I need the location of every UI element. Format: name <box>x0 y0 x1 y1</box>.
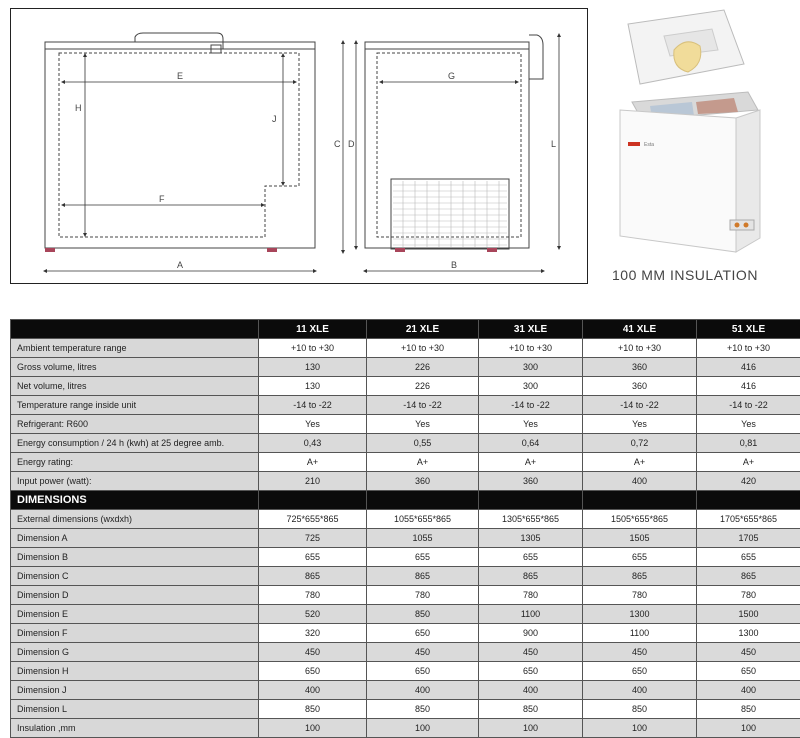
dimension-diagram <box>11 9 589 285</box>
table-row <box>11 624 800 643</box>
table-cell: 655 <box>697 548 800 567</box>
table-cell: 1305 <box>479 529 583 548</box>
table-cell: +10 to +30 <box>259 339 367 358</box>
table-cell: 0,43 <box>259 434 367 453</box>
table-cell: 1705 <box>697 529 800 548</box>
table-cell: +10 to +30 <box>697 339 800 358</box>
dim-label-a: A <box>177 260 183 270</box>
model-header: 41 XLE <box>583 320 697 339</box>
table-cell: 360 <box>583 377 697 396</box>
table-cell: 850 <box>583 700 697 719</box>
table-cell: 1505 <box>583 529 697 548</box>
table-cell: 400 <box>697 681 800 700</box>
table-cell: Yes <box>367 415 479 434</box>
table-cell: 850 <box>697 700 800 719</box>
table-cell: 850 <box>259 700 367 719</box>
table-cell: A+ <box>259 453 367 472</box>
dim-label-f: F <box>159 194 165 204</box>
table-cell: 1055*655*865 <box>367 510 479 529</box>
table-row <box>11 358 800 377</box>
table-cell: 865 <box>583 567 697 586</box>
row-label: Net volume, litres <box>11 377 259 396</box>
dim-label-g: G <box>448 71 455 81</box>
table-cell: 0,55 <box>367 434 479 453</box>
table-cell: 865 <box>479 567 583 586</box>
table-cell: 650 <box>697 662 800 681</box>
table-cell: +10 to +30 <box>479 339 583 358</box>
table-row <box>11 453 800 472</box>
table-cell: 650 <box>479 662 583 681</box>
dimensions-section-row <box>11 491 800 510</box>
model-header: 11 XLE <box>259 320 367 339</box>
table-cell: 655 <box>259 548 367 567</box>
table-row <box>11 377 800 396</box>
table-cell: 865 <box>697 567 800 586</box>
table-row <box>11 548 800 567</box>
model-header: 21 XLE <box>367 320 479 339</box>
table-cell: 1055 <box>367 529 479 548</box>
table-cell: -14 to -22 <box>697 396 800 415</box>
row-label: Energy consumption / 24 h (kwh) at 25 degree amb. <box>11 434 259 453</box>
dim-label-j: J <box>272 114 277 124</box>
table-cell: 655 <box>479 548 583 567</box>
row-label: Dimension L <box>11 700 259 719</box>
row-label: Refrigerant: R600 <box>11 415 259 434</box>
table-cell: 725*655*865 <box>259 510 367 529</box>
table-cell: -14 to -22 <box>367 396 479 415</box>
table-cell: Yes <box>259 415 367 434</box>
model-header-row <box>11 320 800 339</box>
table-row <box>11 681 800 700</box>
table-cell: 0,81 <box>697 434 800 453</box>
dim-label-d: D <box>348 139 355 149</box>
table-row <box>11 605 800 624</box>
table-cell: 780 <box>259 586 367 605</box>
table-cell: A+ <box>697 453 800 472</box>
row-label: Dimension C <box>11 567 259 586</box>
dim-label-e: E <box>177 71 183 81</box>
table-cell: A+ <box>367 453 479 472</box>
table-cell: 655 <box>583 548 697 567</box>
row-label: Dimension G <box>11 643 259 662</box>
table-cell: 400 <box>367 681 479 700</box>
table-cell: 130 <box>259 377 367 396</box>
table-cell: 226 <box>367 377 479 396</box>
table-cell: 100 <box>479 719 583 738</box>
table-cell: -14 to -22 <box>479 396 583 415</box>
table-cell: 450 <box>697 643 800 662</box>
table-cell: 400 <box>259 681 367 700</box>
table-row <box>11 510 800 529</box>
table-row <box>11 396 800 415</box>
dim-label-b: B <box>451 260 457 270</box>
table-cell: 416 <box>697 358 800 377</box>
table-cell: 1100 <box>479 605 583 624</box>
table-cell: 780 <box>697 586 800 605</box>
table-row <box>11 700 800 719</box>
table-cell: 0,64 <box>479 434 583 453</box>
row-label: Gross volume, litres <box>11 358 259 377</box>
table-row <box>11 415 800 434</box>
row-label: Ambient temperature range <box>11 339 259 358</box>
header-blank <box>11 320 259 339</box>
table-cell: -14 to -22 <box>259 396 367 415</box>
row-label: Energy rating: <box>11 453 259 472</box>
table-cell: 450 <box>367 643 479 662</box>
table-cell: 226 <box>367 358 479 377</box>
table-cell: 360 <box>583 358 697 377</box>
row-label: Dimension D <box>11 586 259 605</box>
table-cell: 850 <box>367 700 479 719</box>
table-cell: 360 <box>479 472 583 491</box>
table-cell: 780 <box>367 586 479 605</box>
table-cell: 420 <box>697 472 800 491</box>
table-cell: 850 <box>367 605 479 624</box>
table-row <box>11 339 800 358</box>
table-cell: A+ <box>583 453 697 472</box>
table-cell: 130 <box>259 358 367 377</box>
technical-drawing <box>10 8 588 284</box>
table-cell: 1305*655*865 <box>479 510 583 529</box>
dim-label-c: C <box>334 139 341 149</box>
table-row <box>11 434 800 453</box>
insulation-caption: 100 MM INSULATION <box>612 267 782 283</box>
row-label: Dimension F <box>11 624 259 643</box>
row-label: Dimension H <box>11 662 259 681</box>
table-cell: 900 <box>479 624 583 643</box>
table-cell: Yes <box>697 415 800 434</box>
table-cell: 100 <box>583 719 697 738</box>
table-cell: 1300 <box>583 605 697 624</box>
table-cell: 650 <box>367 624 479 643</box>
table-cell: 210 <box>259 472 367 491</box>
table-cell: 100 <box>259 719 367 738</box>
table-cell: 100 <box>697 719 800 738</box>
table-cell: 650 <box>583 662 697 681</box>
table-row <box>11 719 800 738</box>
row-label: Input power (watt): <box>11 472 259 491</box>
table-row <box>11 567 800 586</box>
table-cell: 725 <box>259 529 367 548</box>
table-cell: 865 <box>259 567 367 586</box>
table-cell: 650 <box>367 662 479 681</box>
table-row <box>11 472 800 491</box>
table-cell: 320 <box>259 624 367 643</box>
table-row <box>11 643 800 662</box>
table-cell: 100 <box>367 719 479 738</box>
row-label: Insulation ,mm <box>11 719 259 738</box>
table-cell: +10 to +30 <box>583 339 697 358</box>
table-cell: 360 <box>367 472 479 491</box>
table-cell: 850 <box>479 700 583 719</box>
model-header: 51 XLE <box>697 320 800 339</box>
table-cell: 780 <box>583 586 697 605</box>
table-cell: 520 <box>259 605 367 624</box>
table-cell: Yes <box>583 415 697 434</box>
model-header: 31 XLE <box>479 320 583 339</box>
table-cell: +10 to +30 <box>367 339 479 358</box>
table-cell: 865 <box>367 567 479 586</box>
table-cell: 1705*655*865 <box>697 510 800 529</box>
row-label: Dimension A <box>11 529 259 548</box>
table-cell: 655 <box>367 548 479 567</box>
table-cell: 0,72 <box>583 434 697 453</box>
specification-table <box>10 319 800 738</box>
table-cell: 400 <box>583 472 697 491</box>
row-label: Dimension E <box>11 605 259 624</box>
table-cell: A+ <box>479 453 583 472</box>
side-view <box>365 35 543 252</box>
row-label: Dimension J <box>11 681 259 700</box>
row-label: Dimension B <box>11 548 259 567</box>
table-cell: -14 to -22 <box>583 396 697 415</box>
table-cell: Yes <box>479 415 583 434</box>
brand-mark: Esta <box>644 142 654 148</box>
table-cell: 416 <box>697 377 800 396</box>
row-label: Temperature range inside unit <box>11 396 259 415</box>
table-cell: 1100 <box>583 624 697 643</box>
table-cell: 780 <box>479 586 583 605</box>
table-cell: 1300 <box>697 624 800 643</box>
row-label: External dimensions (wxdxh) <box>11 510 259 529</box>
section-title: DIMENSIONS <box>11 491 259 510</box>
table-cell: 400 <box>583 681 697 700</box>
table-cell: 300 <box>479 358 583 377</box>
front-view <box>45 33 315 252</box>
table-row <box>11 586 800 605</box>
table-row <box>11 662 800 681</box>
dim-label-l: L <box>551 139 556 149</box>
table-cell: 1505*655*865 <box>583 510 697 529</box>
table-cell: 450 <box>479 643 583 662</box>
chest-freezer-photo <box>606 6 776 260</box>
table-cell: 400 <box>479 681 583 700</box>
table-cell: 450 <box>259 643 367 662</box>
table-row <box>11 529 800 548</box>
table-cell: 450 <box>583 643 697 662</box>
table-cell: 1500 <box>697 605 800 624</box>
table-cell: 300 <box>479 377 583 396</box>
table-cell: 650 <box>259 662 367 681</box>
dim-label-h: H <box>75 103 82 113</box>
